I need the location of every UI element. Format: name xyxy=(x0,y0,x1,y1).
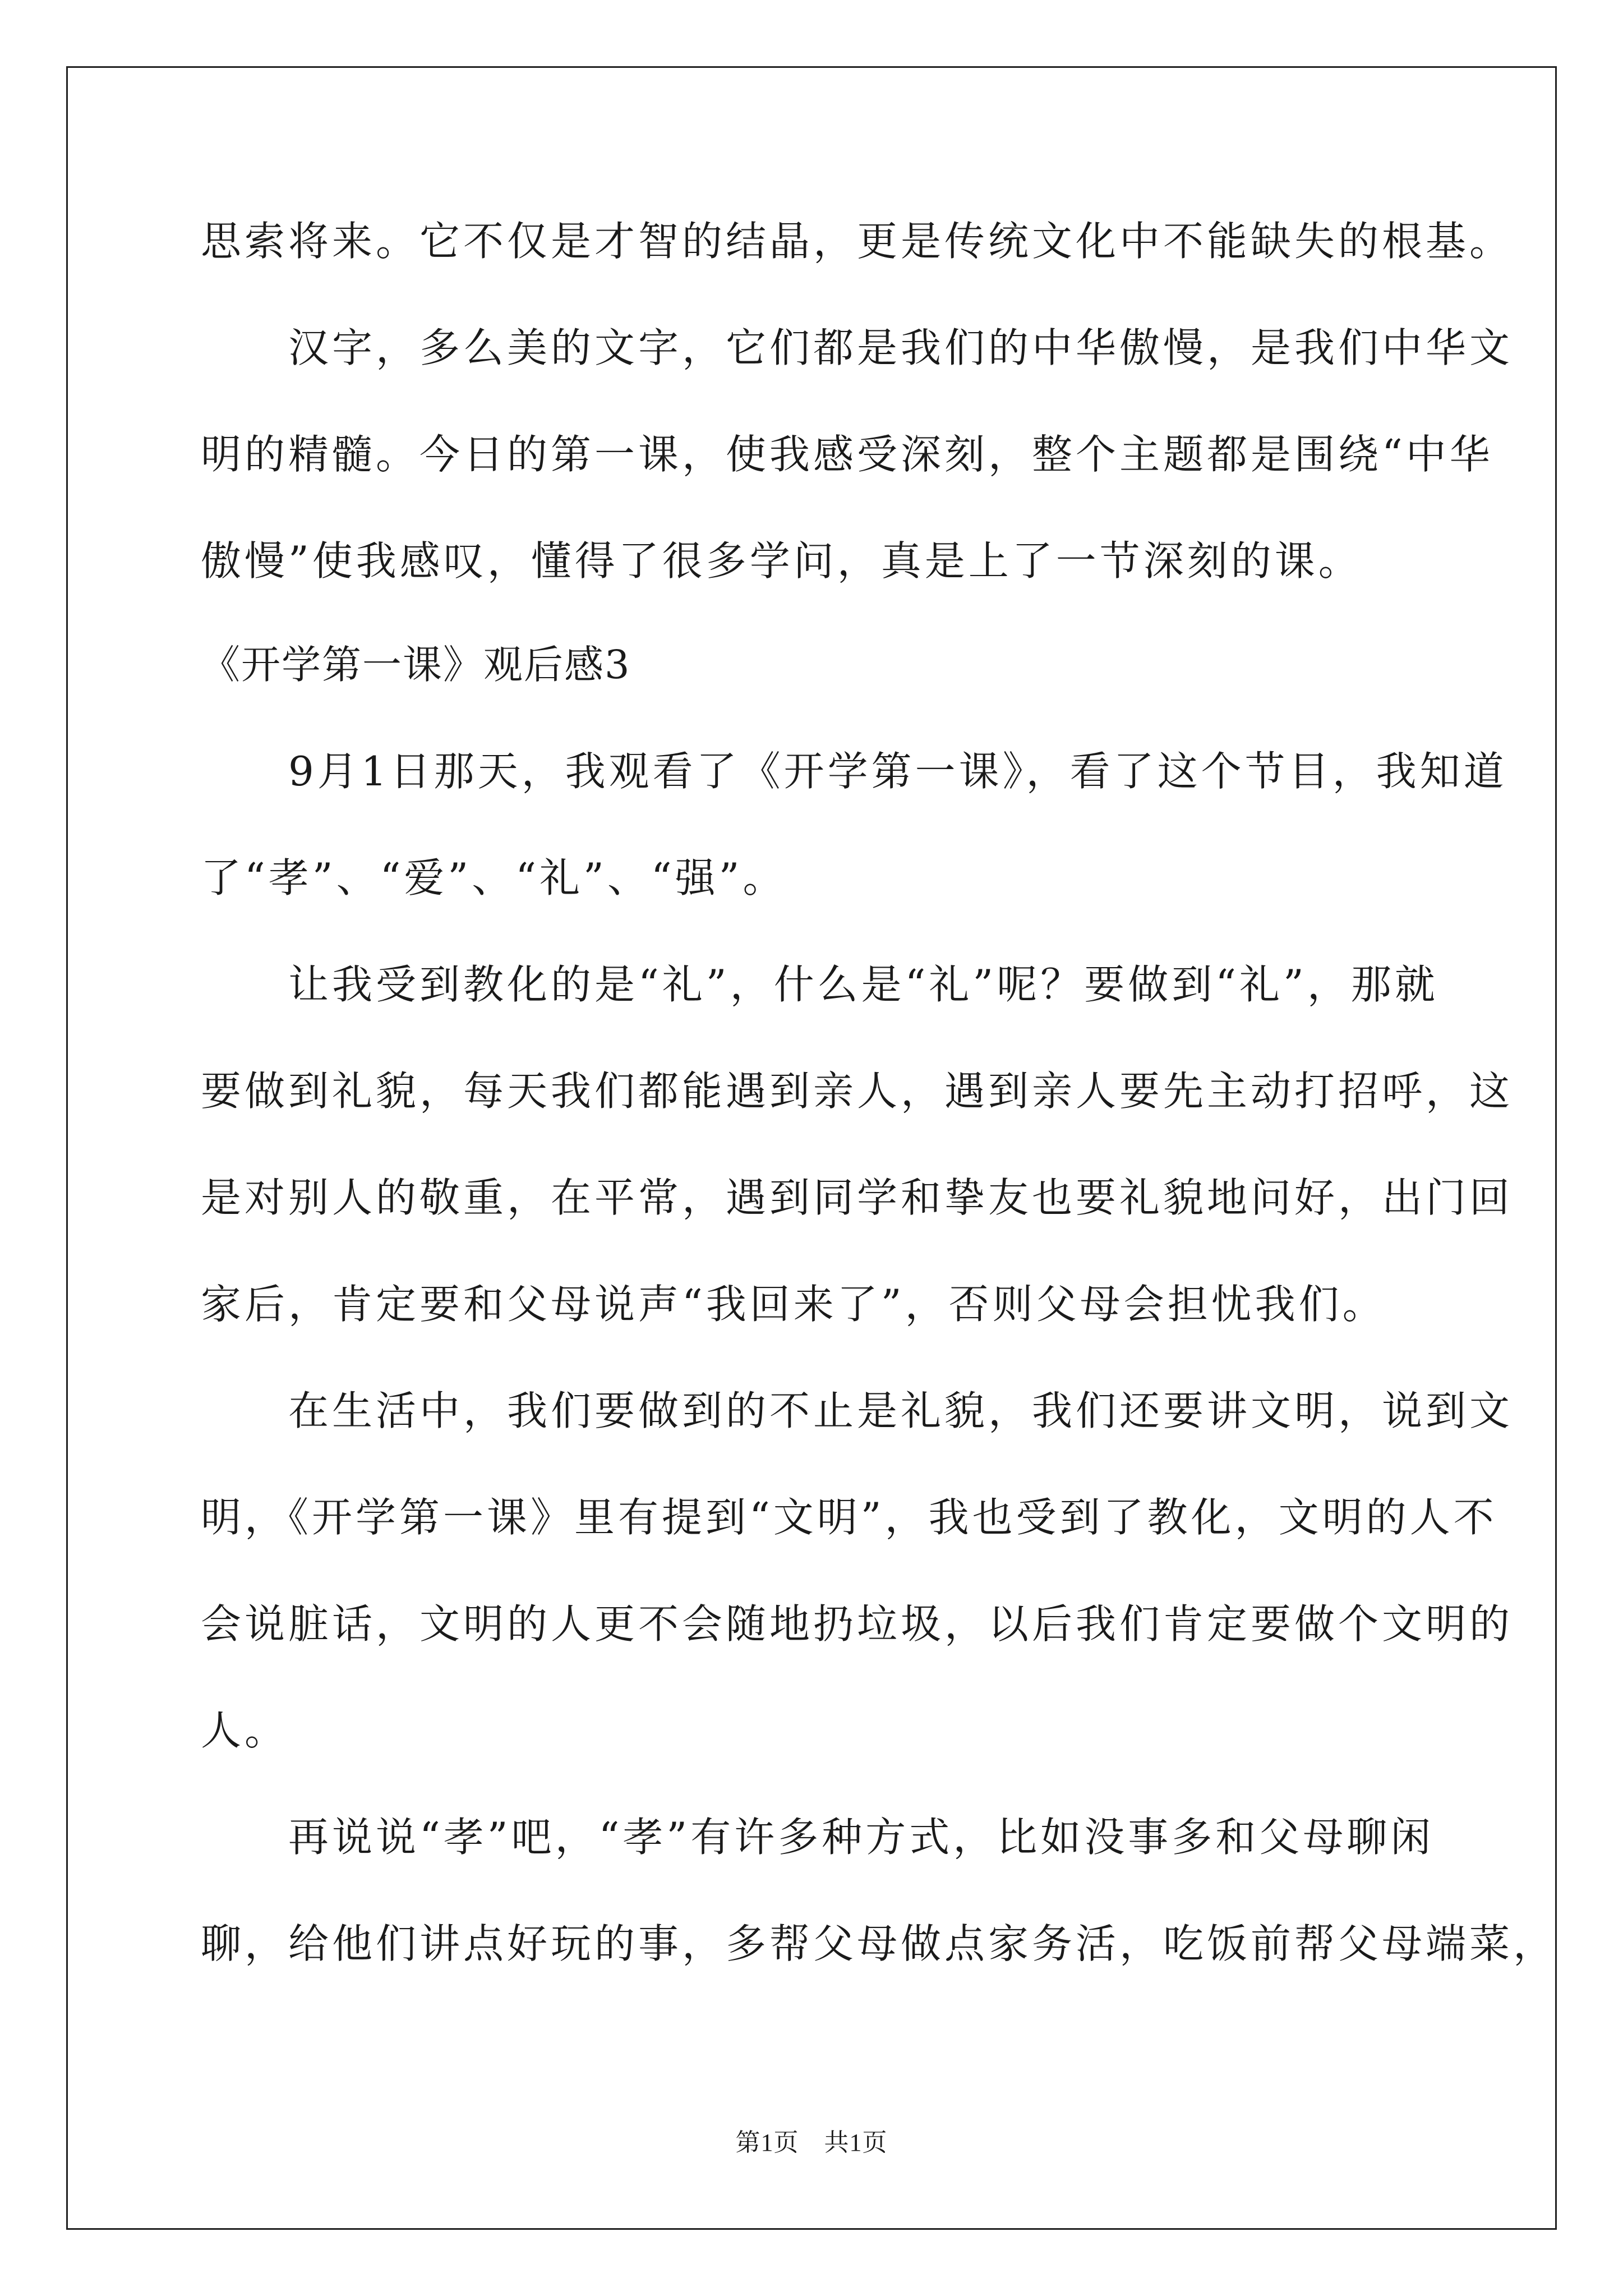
page-border xyxy=(66,66,1557,2230)
text-line: 明，《开学第一课》里有提到“文明”，我也受到了教化，文明的人不 xyxy=(201,1494,1497,1541)
section-heading: 《开学第一课》观后感3 xyxy=(201,642,631,688)
text-line: 是对别人的敬重，在平常，遇到同学和挚友也要礼貌地问好，出门回 xyxy=(201,1174,1514,1221)
text-line: 人。 xyxy=(201,1707,289,1754)
text-line: 会说脏话，文明的人更不会随地扔垃圾，以后我们肯定要做个文明的 xyxy=(201,1600,1514,1648)
text-line: 明的精髓。今日的第一课，使我感受深刻，整个主题都是围绕“中华 xyxy=(201,431,1493,478)
text-line: 家后，肯定要和父母说声“我回来了”，否则父母会担忧我们。 xyxy=(201,1281,1386,1328)
text-line: 9月1日那天，我观看了《开学第一课》，看了这个节目，我知道 xyxy=(201,748,1507,795)
text-line: 在生活中，我们要做到的不止是礼貌，我们还要讲文明，说到文 xyxy=(201,1387,1514,1434)
page-number: 第1页 共1页 xyxy=(735,2129,888,2156)
text-line: 汉字，多么美的文字，它们都是我们的中华傲慢，是我们中华文 xyxy=(201,324,1514,371)
text-line: 让我受到教化的是“礼”，什么是“礼”呢？要做到“礼”，那就 xyxy=(201,961,1438,1008)
text-line: 思索将来。它不仅是才智的结晶，更是传统文化中不能缺失的根基。 xyxy=(201,218,1514,265)
text-line: 聊，给他们讲点好玩的事，多帮父母做点家务活，吃饭前帮父母端菜， xyxy=(201,1920,1557,1967)
text-line: 要做到礼貌，每天我们都能遇到亲人，遇到亲人要先主动打招呼，这 xyxy=(201,1068,1514,1115)
text-line: 了“孝”、“爱”、“礼”、“强”。 xyxy=(201,854,787,901)
text-line: 再说说“孝”吧，“孝”有许多种方式，比如没事多和父母聊闲 xyxy=(201,1814,1435,1861)
text-line: 傲慢”使我感叹，懂得了很多学问，真是上了一节深刻的课。 xyxy=(201,537,1362,585)
